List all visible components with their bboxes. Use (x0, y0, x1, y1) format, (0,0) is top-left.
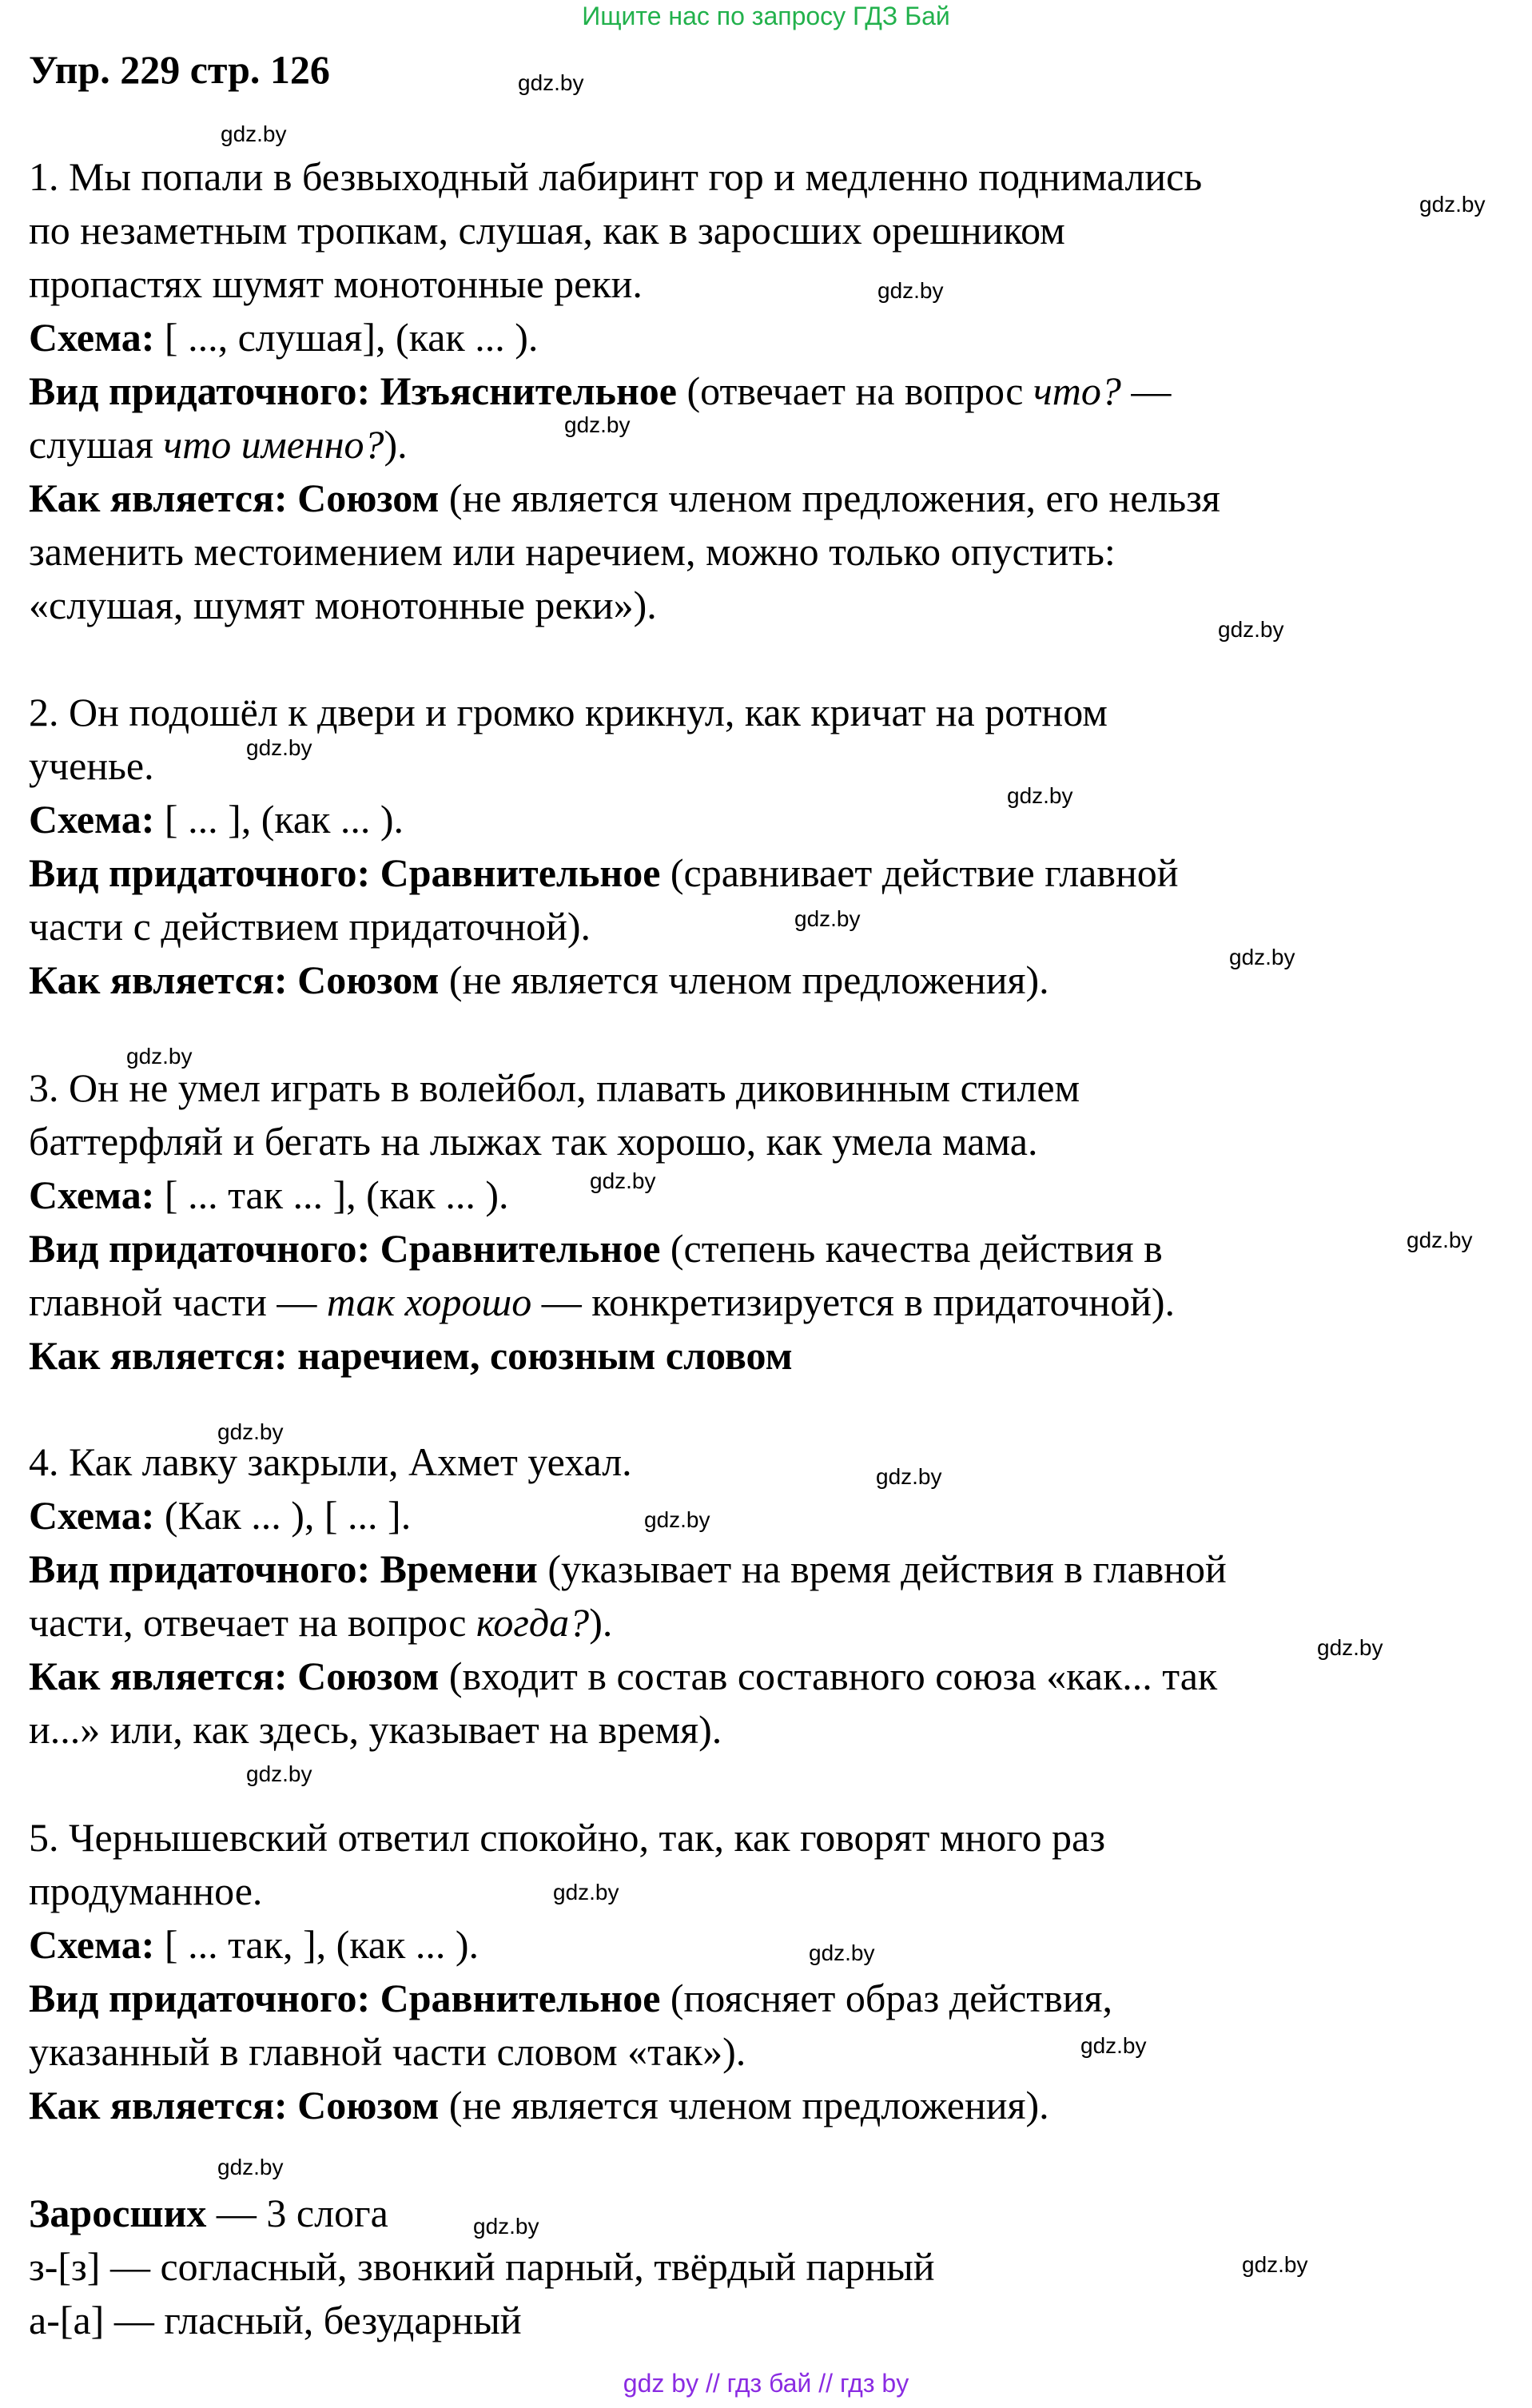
scheme-line: Схема: [ ... так ... ], (как ... ). (29, 1172, 509, 1217)
clause-type-line: Вид придаточного: Изъяснительное (отвечает на вопрос что? — (29, 368, 1172, 413)
watermark: gdz.by (246, 1761, 312, 1786)
answer-item-4 (29, 1435, 1435, 1757)
watermark: gdz.by (217, 1419, 284, 1444)
watermark: gdz.by (1218, 617, 1284, 642)
connection-line: Как является: наречием, союзным словом (29, 1333, 793, 1378)
text-line: «слушая, шумят монотонные реки»). (29, 583, 657, 627)
text-line: продуманное. (29, 1869, 263, 1913)
scheme-line: Схема: [ ... ], (как ... ). (29, 797, 404, 842)
clause-type-line: Вид придаточного: Времени (указывает на время действия в главной (29, 1546, 1227, 1591)
watermark: gdz.by (564, 412, 631, 437)
watermark: gdz.by (1419, 192, 1486, 217)
clause-type-line: Вид придаточного: Сравнительное (сравнивает действие главной (29, 850, 1179, 895)
text-line: пропастях шумят монотонные реки. (29, 261, 643, 306)
watermark: gdz.by (1242, 2252, 1308, 2277)
answer-item-5 (29, 1811, 1435, 2132)
text-line: по незаметным тропкам, слушая, как в заросших орешником (29, 208, 1065, 253)
watermark: gdz.by (518, 70, 584, 95)
connection-line: Как является: Союзом (не является членом предложения, его нельзя (29, 476, 1220, 520)
scheme-line: Схема: (Как ... ), [ ... ]. (29, 1493, 412, 1538)
watermark: gdz.by (1007, 783, 1073, 808)
watermark: gdz.by (1229, 945, 1295, 969)
text-line: главной части — так хорошо — конкретизируется в придаточной). (29, 1280, 1176, 1324)
connection-line: Как является: Союзом (не является членом предложения). (29, 2083, 1049, 2127)
answer-item-3 (29, 1061, 1435, 1383)
sound-line: а-[а] — гласный, безударный (29, 2298, 522, 2342)
answer-item-1 (29, 150, 1435, 632)
clause-type-line: Вид придаточного: Сравнительное (поясняет образ действия, (29, 1976, 1113, 2020)
text-line: заменить местоимением или наречием, можно только опустить: (29, 529, 1116, 574)
text-line: 5. Чернышевский ответил спокойно, так, как говорят много раз (29, 1815, 1105, 1860)
watermark: gdz.by (217, 2155, 284, 2179)
watermark: gdz.by (221, 121, 287, 146)
watermark: gdz.by (876, 1464, 942, 1489)
watermark: gdz.by (644, 1507, 710, 1532)
phonetic-analysis (29, 2187, 1435, 2347)
footer-links[interactable]: gdz by // гдз бай // гдз by (623, 2369, 909, 2398)
text-line: 2. Он подошёл к двери и громко крикнул, как кричат на ротном (29, 690, 1108, 734)
watermark: gdz.by (1407, 1228, 1473, 1252)
connection-line: Как является: Союзом (входит в состав составного союза «как... так (29, 1654, 1218, 1698)
text-line: ученье. (29, 743, 154, 788)
watermark: gdz.by (1317, 1635, 1383, 1660)
watermark: gdz.by (590, 1168, 656, 1193)
top-banner[interactable]: Ищите нас по запросу ГДЗ Бай (582, 2, 950, 30)
watermark: gdz.by (473, 2214, 539, 2239)
watermark: gdz.by (246, 735, 312, 760)
watermark: gdz.by (126, 1044, 193, 1069)
connection-line: Как является: Союзом (не является членом предложения). (29, 957, 1049, 1002)
text-line: указанный в главной части словом «так»). (29, 2029, 746, 2074)
text-line: слушая что именно?). (29, 422, 408, 467)
text-line: части с действием придаточной). (29, 904, 591, 949)
exercise-title: Упр. 229 стр. 126 (29, 47, 330, 92)
clause-type-line: Вид придаточного: Сравнительное (степень качества действия в (29, 1226, 1163, 1271)
watermark: gdz.by (794, 906, 861, 931)
scheme-line: Схема: [ ... так, ], (как ... ). (29, 1922, 479, 1967)
sound-line: з-[з] — согласный, звонкий парный, твёрдый парный (29, 2244, 935, 2289)
text-line: баттерфляй и бегать на лыжах так хорошо, как умела мама. (29, 1119, 1038, 1164)
scheme-line: Схема: [ ..., слушая], (как ... ). (29, 315, 539, 360)
watermark: gdz.by (1080, 2033, 1147, 2058)
text-line: и...» или, как здесь, указывает на время). (29, 1707, 722, 1752)
text-line: 3. Он не умел играть в волейбол, плавать диковинным стилем (29, 1065, 1080, 1110)
text-line: части, отвечает на вопрос когда?). (29, 1600, 613, 1645)
answer-item-2 (29, 686, 1435, 1007)
watermark: gdz.by (553, 1880, 619, 1905)
text-line: 1. Мы попали в безвыходный лабиринт гор и медленно поднимались (29, 154, 1203, 199)
watermark: gdz.by (877, 278, 944, 303)
word-syllables-line: Заросших — 3 слога (29, 2191, 388, 2235)
watermark: gdz.by (809, 1940, 875, 1965)
text-line: 4. Как лавку закрыли, Ахмет уехал. (29, 1439, 632, 1484)
